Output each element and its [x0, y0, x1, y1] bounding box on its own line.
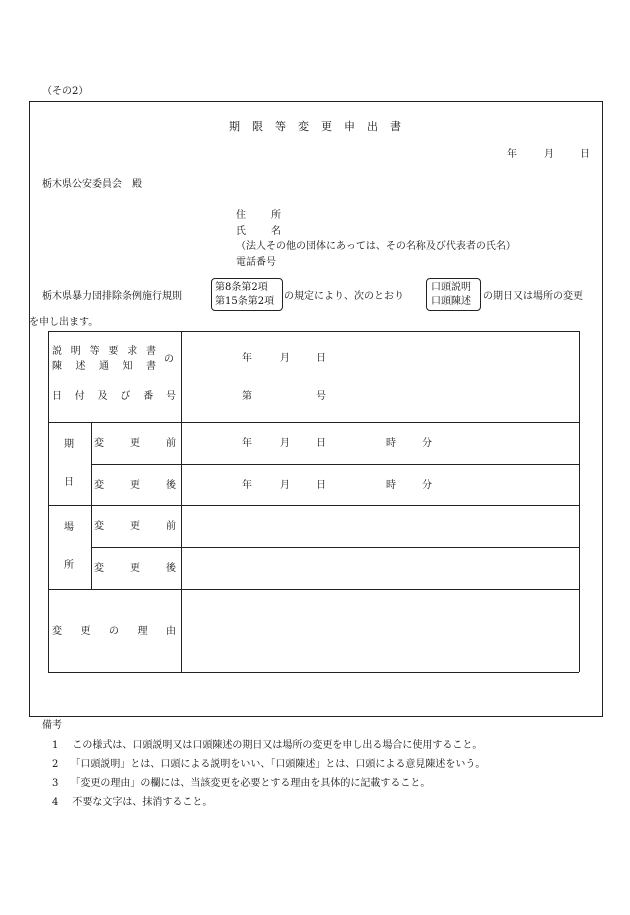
- note-item: [52, 760, 485, 770]
- place-after-label: [94, 564, 176, 574]
- date-month: 月: [544, 149, 554, 160]
- notice-option-1-text: 説 明 等 要 求 書: [52, 346, 156, 357]
- note-item: [52, 779, 430, 789]
- after-hour: 時: [386, 480, 396, 491]
- form-frame: [29, 101, 603, 717]
- place-before-label: [94, 522, 176, 532]
- note-item: [52, 741, 482, 751]
- after-day: 日: [316, 480, 326, 491]
- phone-label: 電話番号: [236, 257, 276, 268]
- after-month: 月: [280, 480, 290, 491]
- before-minute: 分: [422, 438, 432, 449]
- place-label-1: 場: [64, 522, 74, 533]
- number-suffix: 号: [316, 391, 326, 402]
- table-divider: [91, 422, 92, 589]
- address-label-text: 住 所: [236, 210, 281, 221]
- table-border-left: [48, 331, 49, 672]
- table-line: [48, 589, 579, 590]
- article-option-2: 第15条第2項: [215, 296, 275, 307]
- note-item: [52, 798, 212, 808]
- note-number: 4: [52, 797, 59, 808]
- table-border-right: [579, 331, 580, 672]
- note-text: 「口頭説明」とは、口頭による説明をいい、「口頭陳述」とは、口頭による意見陳述をいう。: [70, 759, 486, 770]
- place-after-text: 変 更 後: [94, 563, 176, 574]
- schedule-before-text: 変 更 前: [94, 438, 176, 449]
- table-border-top: [48, 331, 579, 332]
- body-continuation: を申し出ます。: [29, 317, 99, 328]
- table-border-bottom: [48, 672, 579, 673]
- reason-label-text: 変 更 の 理 由: [52, 626, 176, 637]
- address-label: [236, 211, 281, 221]
- notes-heading: 備考: [42, 720, 62, 731]
- article-option-1: 第8条第2項: [215, 282, 268, 293]
- note-text: 不要な文字は、抹消すること。: [72, 797, 213, 808]
- table-line: [48, 505, 579, 506]
- addressee: 栃木県公安委員会 殿: [42, 179, 142, 190]
- name-label: [236, 227, 281, 237]
- number-prefix: 第: [242, 391, 252, 402]
- notice-option-2-text: 陳 述 通 知 書: [52, 361, 156, 372]
- table-line: [91, 547, 579, 548]
- name-label-text: 氏 名: [236, 226, 281, 237]
- notice-option-1: [52, 347, 156, 357]
- schedule-after-text: 変 更 後: [94, 480, 176, 491]
- note-number: 3: [52, 778, 59, 789]
- before-year: 年: [242, 438, 252, 449]
- notice-day: 日: [316, 353, 326, 364]
- corporate-note: （法人その他の団体にあっては、その名称及び代表者の氏名）: [236, 241, 516, 252]
- note-text: この様式は、口頭説明又は口頭陳述の期日又は場所の変更を申し出る場合に使用すること。: [72, 740, 483, 751]
- schedule-label-1: 期: [64, 439, 74, 450]
- body-tail: の期日又は場所の変更: [483, 291, 583, 302]
- table-line: [91, 464, 579, 465]
- notice-no: の: [164, 354, 174, 365]
- type-option-1: 口頭説明: [431, 282, 471, 293]
- notice-year: 年: [242, 353, 252, 364]
- notice-option-2: [52, 362, 156, 372]
- date-day: 日: [580, 149, 590, 160]
- table-divider: [181, 331, 182, 672]
- body-lead: 栃木県暴力団排除条例施行規則: [42, 291, 182, 302]
- before-day: 日: [316, 438, 326, 449]
- after-minute: 分: [422, 480, 432, 491]
- schedule-after-label: [94, 481, 176, 491]
- after-year: 年: [242, 480, 252, 491]
- date-number-label-text: 日 付 及 び 番 号: [52, 391, 176, 402]
- reason-label: [52, 627, 176, 637]
- note-number: 2: [52, 759, 59, 770]
- before-month: 月: [280, 438, 290, 449]
- type-option-2: 口頭陳述: [431, 296, 471, 307]
- place-label-2: 所: [64, 560, 74, 571]
- note-text: 「変更の理由」の欄には、当該変更を必要とする理由を具体的に記載すること。: [70, 778, 431, 789]
- date-number-label: [52, 392, 176, 402]
- title-text: 期限等変更申出書: [229, 120, 413, 133]
- page-title: [0, 121, 630, 132]
- notice-month: 月: [280, 353, 290, 364]
- note-number: 1: [52, 740, 59, 751]
- schedule-label-2: 日: [64, 477, 74, 488]
- place-before-text: 変 更 前: [94, 521, 176, 532]
- date-year: 年: [507, 149, 517, 160]
- form-label: （その2）: [42, 86, 89, 97]
- schedule-before-label: [94, 439, 176, 449]
- before-hour: 時: [386, 438, 396, 449]
- body-middle: の規定により、次のとおり: [284, 291, 404, 302]
- table-line: [48, 422, 579, 423]
